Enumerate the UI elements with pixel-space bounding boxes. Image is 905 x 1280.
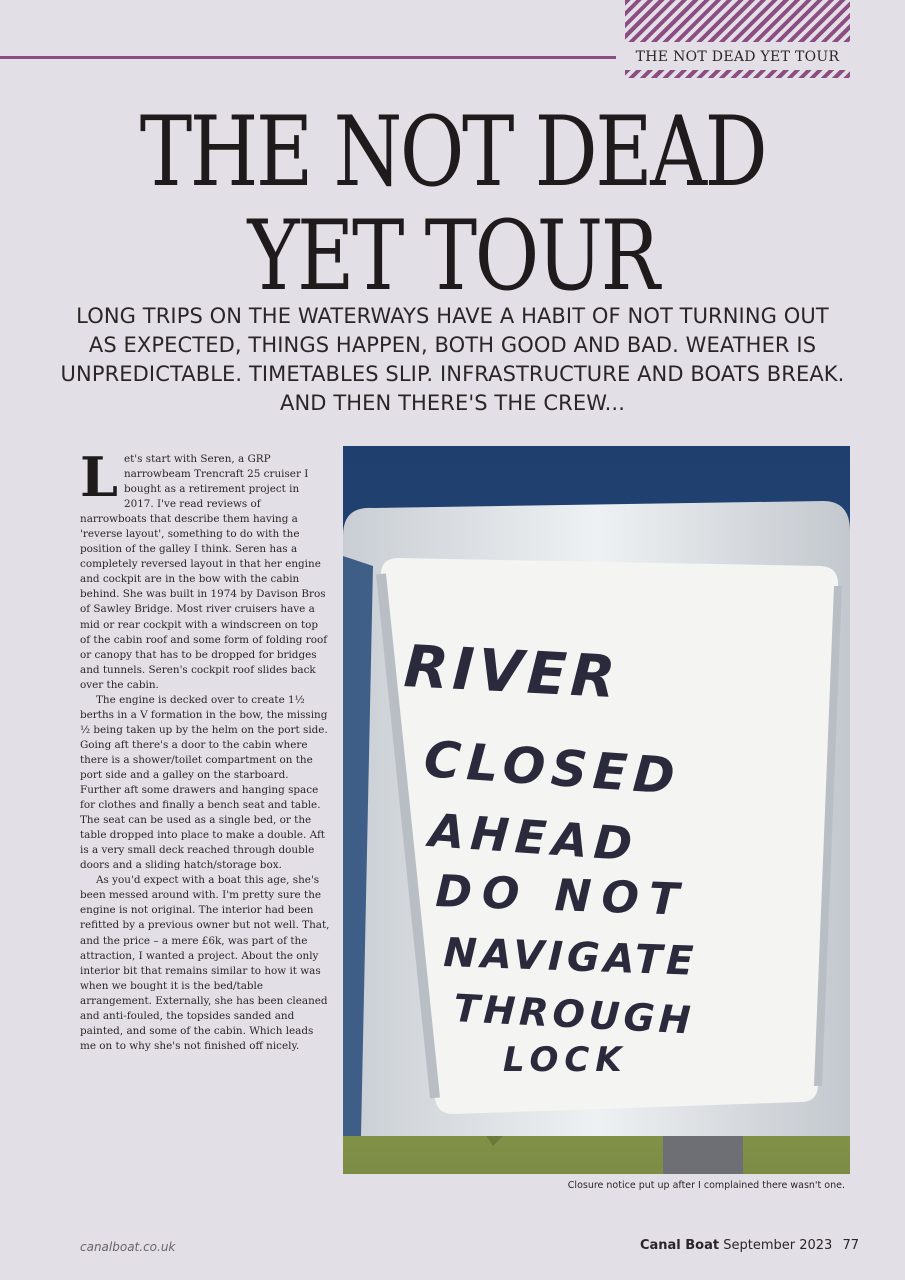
footer-folio (640, 1238, 859, 1253)
footer-page-number: 77 (842, 1238, 859, 1253)
sign-line-7: LOCK (503, 1040, 628, 1080)
sign-line-6: THROUGH (452, 986, 696, 1043)
photo-caption: Closure notice put up after I complained there wasn't one. (567, 1180, 845, 1191)
sign-line-4: DO NOT (434, 866, 690, 926)
body-paragraph-3: As you'd expect with a boat this age, she's been messed around with. I'm pretty sure the engine is not original. The interior had been refitted by a previous owner but not well. That, and the price – a mere £6k, was part of the attraction, I wanted a project. About the only interior bit that remains similar to how it was when we bought it is the bed/table arrangement. Externally, she has been cleaned and anti-fouled, the topsides sanded and painted, and some of the cabin. Which leads me on to why she's not finished off nicely. (80, 874, 330, 1052)
section-tag: THE NOT DEAD YET TOUR (635, 49, 840, 65)
footer-website: canalboat.co.uk (80, 1240, 176, 1254)
drop-cap: L (80, 445, 118, 509)
sign-line-2: CLOSED (422, 730, 683, 806)
body-paragraph-1-text: et's start with Seren, a GRP narrowbeam Trencraft 25 cruiser I bought as a retirement project in 2017. I've read reviews of narrowboats that describe them having a 'reverse layout', something to do with the position of the galley I think. Seren has a completely reversed layout in that her engine and cockpit are in the bow with the cabin behind. She was built in 1974 by Davison Bros of Sawley Bridge. Most river cruisers have a mid or rear cockpit with a windscreen on top of the cabin roof and some form of folding roof or canopy that has to be dropped for bridges and tunnels. Seren's cockpit roof slides back over the cabin. (80, 453, 328, 691)
header-stripe-block (625, 0, 850, 42)
body-paragraph-1 (80, 445, 330, 693)
header-stripe-underline (625, 70, 850, 78)
body-column (80, 445, 330, 1054)
footer-issue-date: September 2023 (723, 1238, 833, 1253)
headline-line-2: YET TOUR (247, 200, 658, 312)
sign-line-3: AHEAD (427, 803, 640, 872)
headline-line-1: THE NOT DEAD (139, 96, 766, 208)
standfirst: LONG TRIPS ON THE WATERWAYS HAVE A HABIT OF NOT TURNING OUT AS EXPECTED, THINGS HAPPEN, BOTH GOOD AND BAD. WEATHER IS UNPREDICTABLE. TIMETABLES SLIP. INFRASTRUCTURE AND BOATS BREAK. AND THEN THERE'S THE CREW... (60, 304, 845, 415)
closure-sign-photo (343, 446, 850, 1174)
article-headline (114, 96, 791, 312)
sign-line-5: NAVIGATE (442, 930, 699, 985)
sign-line-1: RIVER (402, 632, 621, 712)
body-paragraph-2: The engine is decked over to create 1½ berths in a V formation in the bow, the missing ½ being taken up by the helm on the port side. Going aft there's a door to the cabin where there is a shower/toilet compartment on the port side and a galley on the starboard. Further aft some drawers and hanging space for clothes and finally a bench seat and table. The seat can be used as a single bed, or the table dropped into place to make a double. Aft is a very small deck reached through double doors and a sliding hatch/storage box. (80, 693, 328, 872)
footer-magazine-name: Canal Boat (639, 1238, 720, 1253)
header-rule (0, 56, 616, 59)
